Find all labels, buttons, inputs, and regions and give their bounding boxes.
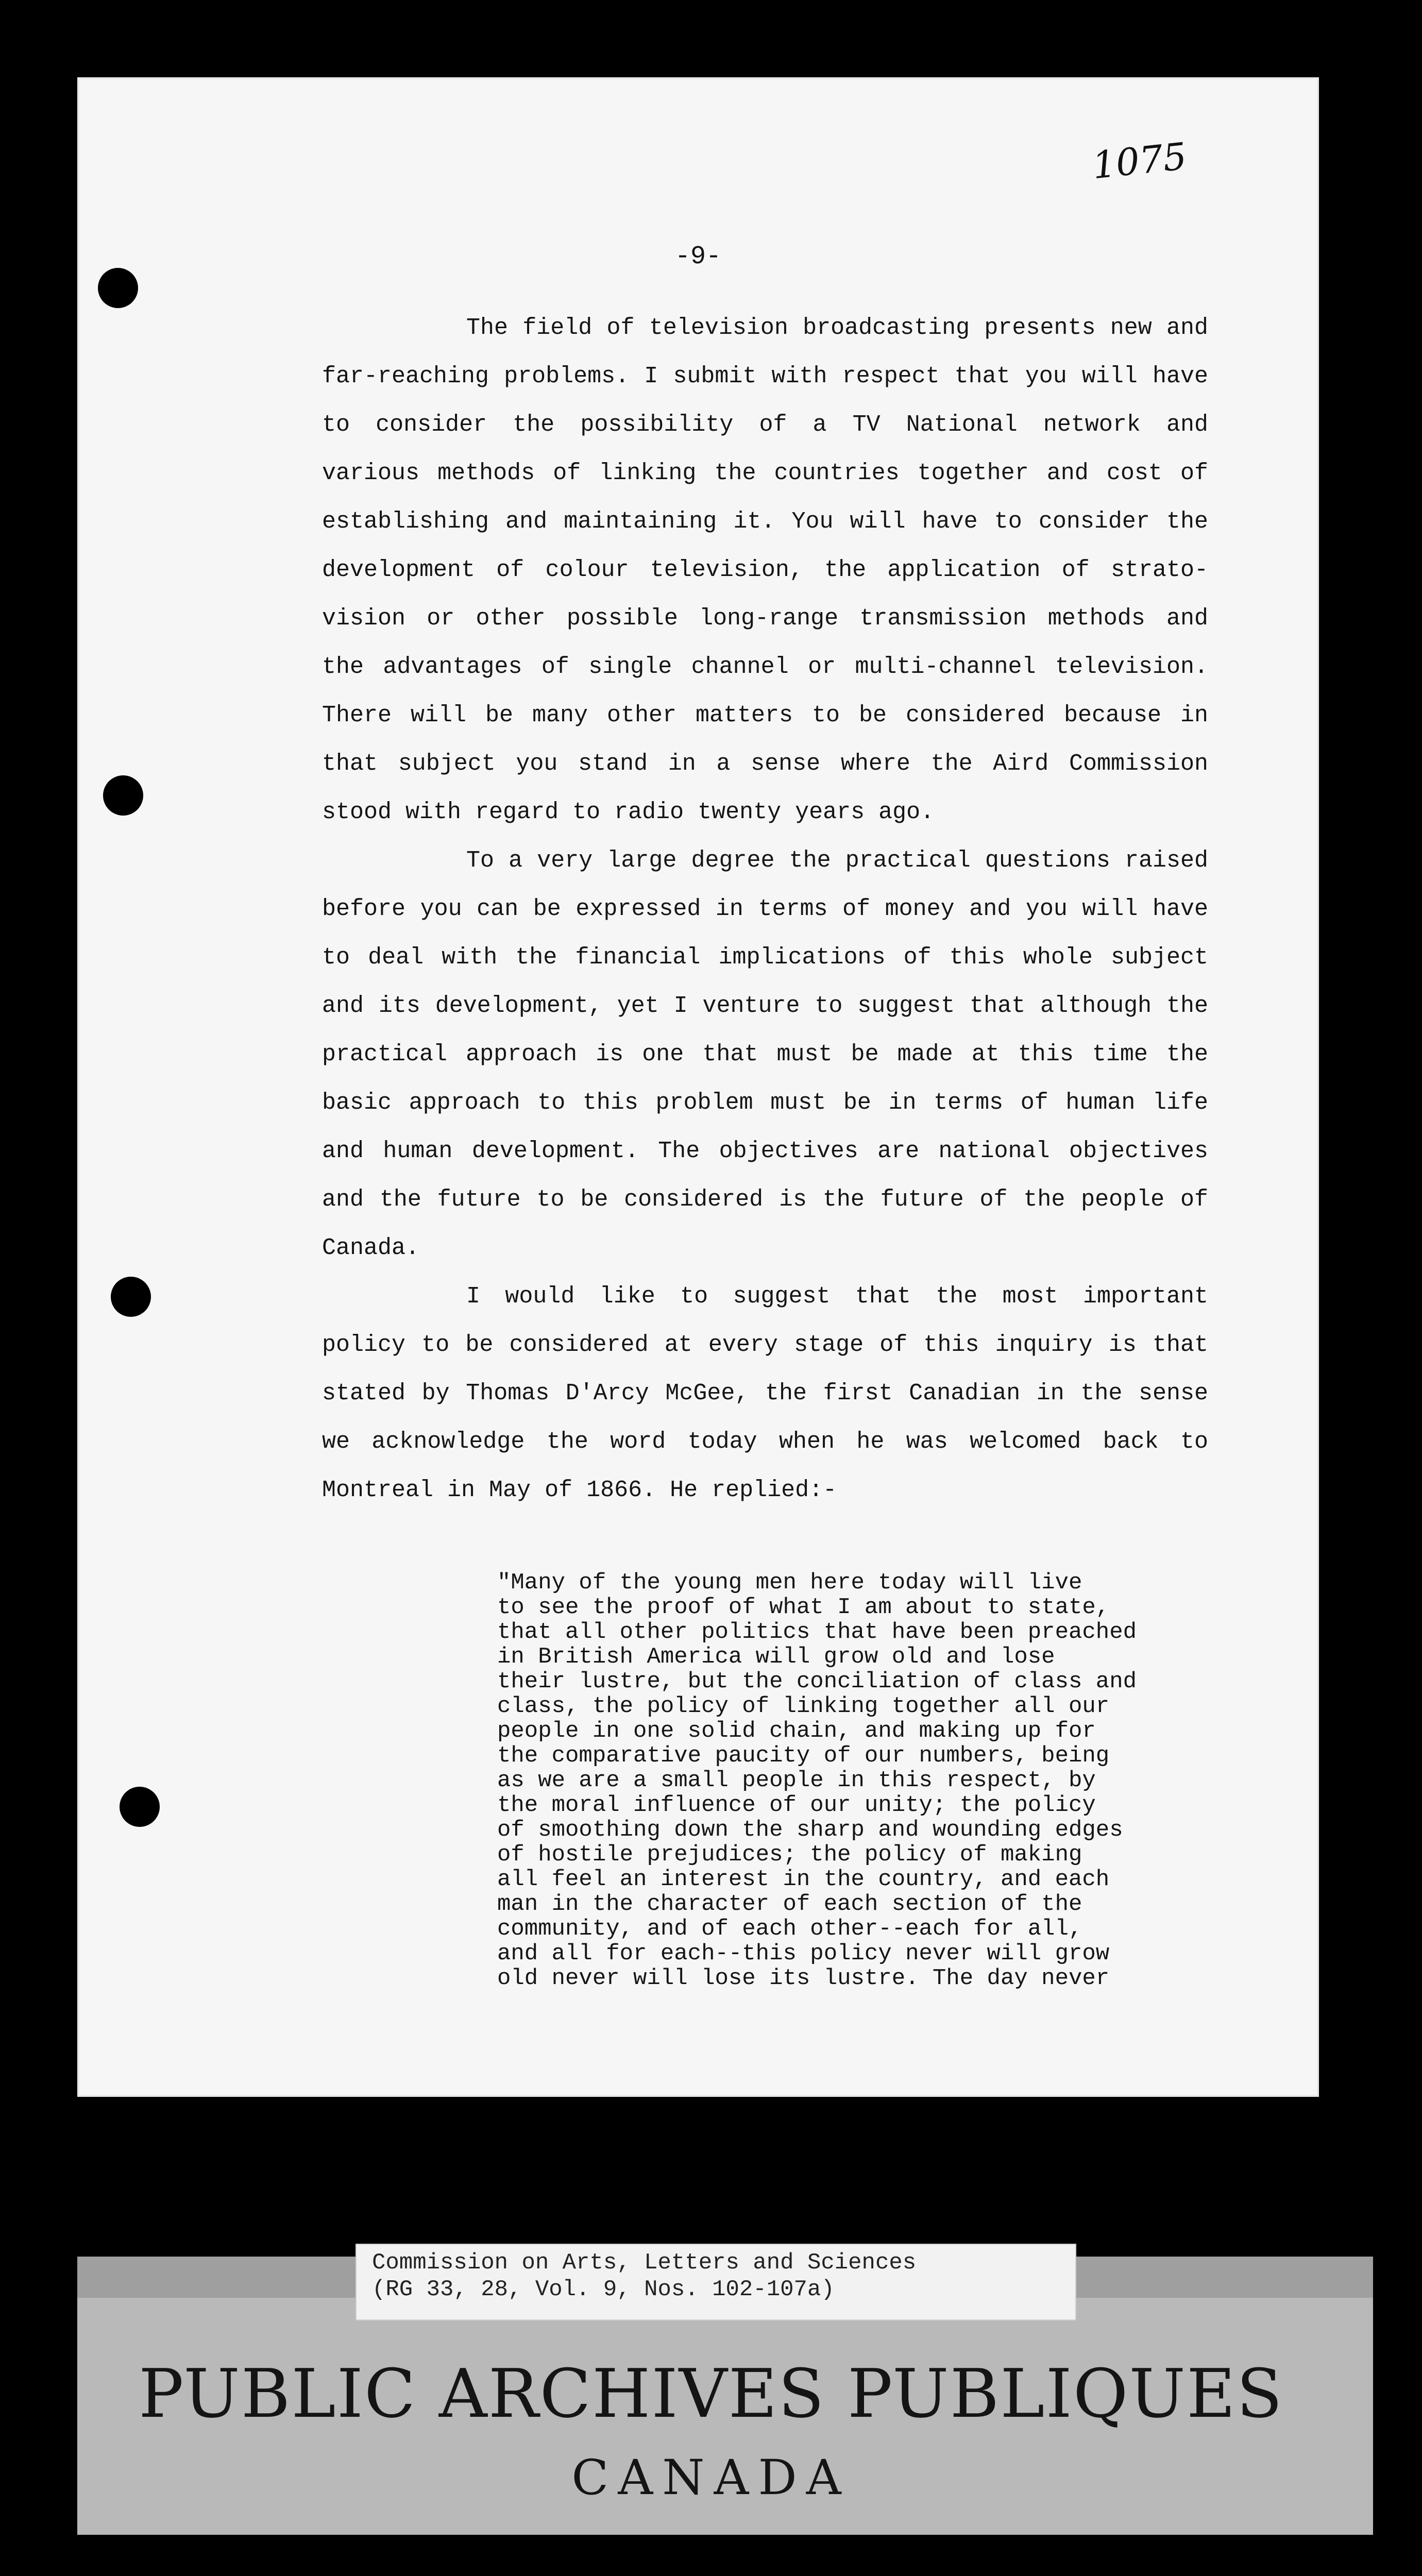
handwritten-page-number: 1075 [1090,134,1189,188]
archive-country: CANADA [571,2450,851,2506]
quote-line: man in the character of each section of the [497,1891,1082,1917]
quote-line: of smoothing down the sharp and wounding edges [497,1817,1123,1843]
paragraph-3: I would like to suggest that the most important policy to be considered at every stage of this inquiry is that stated by Thomas D'Arcy McGee, the first Canadian in the sense we acknowledge the word today when he was welcomed back to Montreal in May of 1866. He replied:- [322,1283,1208,1503]
document-body [322,304,1208,1515]
quote-line: people in one solid chain, and making up for [497,1718,1096,1744]
punch-hole [111,1277,151,1317]
punch-hole [103,775,143,816]
page-number: -9- [675,242,722,272]
quote-line: their lustre, but the conciliation of class and [497,1669,1137,1694]
paragraph-1: The field of television broadcasting presents new and far-reaching problems. I submit with respect that you will have to consider the possibility of a TV National network and various methods of linking the countries together and cost of establishing and maintaining it. You will have to consider the development of colour television, the application of strato-vision or other possible long-range transmission methods and the advantages of single channel or multi-channel television. There will be many other matters to be considered because in that subject you stand in a sense where the Aird Commission stood with regard to radio twenty years ago. [322,315,1208,825]
archive-title: PUBLIC ARCHIVES PUBLIQUES [139,2354,1283,2433]
archive-label-line-1: Commission on Arts, Letters and Sciences [372,2250,917,2276]
quote-line: and all for each--this policy never will grow [497,1941,1110,1967]
quote-line: as we are a small people in this respect, by [497,1768,1096,1793]
paragraph-2: To a very large degree the practical questions raised before you can be expressed in terms of money and you will have to deal with the financial implications of this whole subject and its development, yet I venture to suggest that although the practical approach is one that must be made at this time the basic approach to this problem must be in terms of human life and human development. The objectives are national objectives and the future to be considered is the future of the people of Canada. [322,848,1208,1261]
quote-line: class, the policy of linking together all our [497,1693,1110,1719]
quote-line: to see the proof of what I am about to state, [497,1595,1110,1620]
quote-line: old never will lose its lustre. The day never [497,1965,1110,1991]
archive-reference-label [356,2244,1076,2320]
quote-line: "Many of the young men here today will live [497,1570,1082,1596]
archive-label-line-2: (RG 33, 28, Vol. 9, Nos. 102-107a) [372,2277,835,2302]
quote-line: of hostile prejudices; the policy of making [497,1842,1082,1868]
quote-line: the moral influence of our unity; the policy [497,1792,1096,1818]
quote-line: that all other politics that have been preached [497,1619,1137,1645]
mcgee-quotation [497,1570,1218,1991]
punch-hole [120,1787,160,1827]
quote-line: community, and of each other--each for all, [497,1916,1082,1942]
quote-line: the comparative paucity of our numbers, being [497,1743,1110,1769]
quote-line: all feel an interest in the country, and each [497,1867,1110,1892]
quote-line: in British America will grow old and lose [497,1644,1055,1670]
punch-hole [98,268,138,308]
